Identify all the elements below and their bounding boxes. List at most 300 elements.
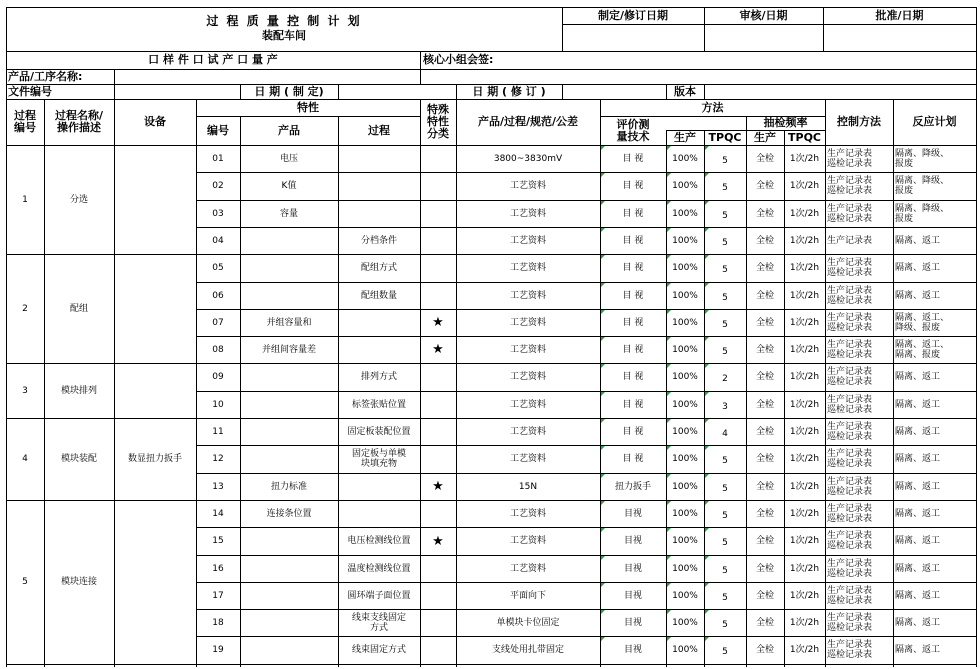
cell-indicator-icon bbox=[667, 610, 671, 614]
group-process-no: 3 bbox=[22, 385, 28, 396]
group-process-no: 4 bbox=[22, 454, 28, 464]
col-method: 方法 bbox=[701, 100, 724, 114]
row-num: 15 bbox=[212, 536, 224, 546]
grid-line bbox=[114, 69, 115, 85]
cell-indicator-icon bbox=[667, 310, 671, 314]
row-eval: 目 视 bbox=[622, 290, 644, 301]
version-label: 版本 bbox=[674, 85, 696, 98]
row-reaction: 隔离、返工 bbox=[895, 399, 941, 410]
row-reaction: 隔离、返工 bbox=[895, 290, 941, 301]
row-special-mark bbox=[420, 391, 456, 418]
row-prod: 100% bbox=[672, 481, 698, 492]
cell-indicator-icon bbox=[601, 419, 605, 423]
row-spec: 平面向下 bbox=[509, 590, 546, 601]
cell-indicator-icon bbox=[705, 556, 709, 560]
row-eval: 目 视 bbox=[622, 317, 644, 328]
row-tpqc: 5 bbox=[722, 510, 728, 521]
row-prod: 100% bbox=[672, 235, 698, 246]
row-sample-tpqc: 1次/2h bbox=[789, 372, 820, 382]
cell-indicator-icon bbox=[601, 528, 605, 532]
row-spec: 单模块卡位固定 bbox=[496, 617, 560, 628]
cell-indicator-icon bbox=[705, 528, 709, 532]
group-process-name: 模块装配 bbox=[60, 454, 97, 464]
row-prod: 100% bbox=[672, 372, 698, 382]
row-tpqc: 5 bbox=[722, 319, 728, 330]
approve-date-label: 批准/日期 bbox=[875, 9, 924, 22]
grid-line bbox=[420, 51, 421, 85]
row-num: 10 bbox=[212, 399, 224, 410]
row-eval: 扭力扳手 bbox=[614, 481, 651, 492]
cell-indicator-icon bbox=[705, 146, 709, 150]
row-num: 04 bbox=[212, 235, 224, 246]
cell-indicator-icon bbox=[705, 501, 709, 505]
row-spec: 工艺资料 bbox=[509, 399, 546, 410]
row-spec: 工艺资料 bbox=[509, 508, 546, 519]
row-sample-prod: 全检 bbox=[755, 590, 774, 601]
row-control: 生产记录表 巡检记录表 bbox=[827, 203, 873, 224]
row-process bbox=[338, 336, 420, 363]
row-eval: 目 视 bbox=[622, 426, 644, 437]
row-spec: 15N bbox=[518, 481, 538, 492]
row-reaction: 隔离、返工 bbox=[895, 536, 941, 546]
cell-indicator-icon bbox=[705, 446, 709, 450]
row-spec: 工艺资料 bbox=[509, 563, 546, 574]
row-sample-tpqc: 1次/2h bbox=[789, 563, 820, 574]
row-product: 扭力标准 bbox=[270, 481, 307, 492]
row-process: 固定板装配位置 bbox=[347, 426, 411, 437]
row-spec: 工艺资料 bbox=[509, 181, 546, 191]
cell-indicator-icon bbox=[601, 255, 605, 259]
group-process-no: 1 bbox=[22, 194, 28, 205]
cell-indicator-icon bbox=[601, 501, 605, 505]
row-spec: 工艺资料 bbox=[509, 263, 546, 273]
row-prod: 100% bbox=[672, 344, 698, 355]
cell-indicator-icon bbox=[705, 583, 709, 587]
row-special-mark bbox=[420, 254, 456, 282]
cell-indicator-icon bbox=[601, 364, 605, 368]
row-sample-prod: 全检 bbox=[755, 426, 774, 437]
cell-indicator-icon bbox=[667, 173, 671, 177]
row-control: 生产记录表 巡检记录表 bbox=[827, 585, 873, 606]
row-sample-tpqc: 1次/2h bbox=[789, 317, 820, 328]
cell-indicator-icon bbox=[667, 528, 671, 532]
row-eval: 目视 bbox=[623, 590, 642, 601]
row-sample-tpqc: 1次/2h bbox=[789, 426, 820, 437]
col-process-no: 过程 编号 bbox=[14, 109, 36, 134]
row-sample-tpqc: 1次/2h bbox=[789, 290, 820, 301]
row-reaction: 隔离、返工 bbox=[895, 263, 941, 273]
row-num: 19 bbox=[212, 645, 224, 655]
cell-indicator-icon bbox=[601, 173, 605, 177]
row-special-mark bbox=[420, 500, 456, 527]
row-special-mark bbox=[420, 418, 456, 445]
row-sample-prod: 全检 bbox=[755, 372, 774, 382]
row-process: 分档条件 bbox=[360, 235, 397, 246]
row-process bbox=[338, 145, 420, 172]
grid-line bbox=[6, 69, 977, 70]
row-prod: 100% bbox=[672, 454, 698, 464]
row-sample-prod: 全检 bbox=[755, 263, 774, 273]
col-product: 产品 bbox=[278, 123, 300, 137]
group-equipment bbox=[114, 254, 196, 363]
row-special-mark bbox=[420, 282, 456, 309]
row-process: 排列方式 bbox=[360, 372, 397, 382]
cell-indicator-icon bbox=[667, 474, 671, 478]
row-prod: 100% bbox=[672, 590, 698, 601]
row-reaction: 隔离、返工 bbox=[895, 508, 941, 519]
row-product: K值 bbox=[281, 181, 297, 191]
row-product: 连接条位置 bbox=[266, 508, 312, 519]
plan-title: 过 程 质 量 控 制 计 划 bbox=[206, 14, 362, 28]
cell-indicator-icon bbox=[601, 610, 605, 614]
row-process: 标签张贴位置 bbox=[351, 399, 406, 410]
row-sample-tpqc: 1次/2h bbox=[789, 399, 820, 410]
row-eval: 目 视 bbox=[622, 181, 644, 191]
row-spec: 工艺资料 bbox=[509, 426, 546, 437]
row-eval: 目 视 bbox=[622, 454, 644, 464]
grid-line bbox=[114, 84, 115, 100]
row-eval: 目 视 bbox=[622, 235, 644, 246]
group-process-no: 2 bbox=[22, 303, 28, 314]
row-prod: 100% bbox=[672, 263, 698, 273]
date-set-label: 日 期 ( 制 定) bbox=[254, 85, 324, 98]
cell-indicator-icon bbox=[601, 146, 605, 150]
row-control: 生产记录表 巡检记录表 bbox=[827, 258, 873, 278]
row-control: 生产记录表 巡检记录表 bbox=[827, 312, 873, 333]
row-sample-tpqc: 1次/2h bbox=[789, 235, 820, 246]
cell-indicator-icon bbox=[667, 446, 671, 450]
grid-line bbox=[976, 145, 977, 667]
row-control: 生产记录表 巡检记录表 bbox=[827, 394, 873, 415]
row-sample-prod: 全检 bbox=[755, 563, 774, 574]
row-special-mark bbox=[420, 200, 456, 227]
row-tpqc: 5 bbox=[722, 592, 728, 603]
row-prod: 100% bbox=[672, 208, 698, 219]
row-num: 17 bbox=[212, 590, 224, 601]
cell-indicator-icon bbox=[705, 392, 709, 396]
cell-indicator-icon bbox=[601, 228, 605, 232]
row-num: 07 bbox=[212, 317, 224, 328]
row-product bbox=[240, 582, 338, 609]
row-control: 生产记录表 bbox=[827, 235, 873, 246]
row-sample-prod: 全检 bbox=[755, 290, 774, 301]
row-special-mark bbox=[420, 363, 456, 391]
row-spec: 工艺资料 bbox=[509, 208, 546, 219]
col-num: 编号 bbox=[207, 123, 229, 137]
row-sample-prod: 全检 bbox=[755, 617, 774, 628]
cell-indicator-icon bbox=[601, 637, 605, 641]
cell-indicator-icon bbox=[705, 173, 709, 177]
row-num: 06 bbox=[212, 290, 224, 301]
row-tpqc: 5 bbox=[722, 183, 728, 193]
row-tpqc: 5 bbox=[722, 346, 728, 357]
grid-line bbox=[6, 664, 977, 665]
group-equipment: 数显扭力扳手 bbox=[127, 454, 182, 464]
row-process: 配组数量 bbox=[360, 290, 397, 301]
row-reaction: 隔离、降级、 报废 bbox=[895, 176, 950, 196]
row-control: 生产记录表 巡检记录表 bbox=[827, 531, 873, 551]
row-control: 生产记录表 巡检记录表 bbox=[827, 640, 873, 660]
date-revise-label: 日 期 ( 修 订 ) bbox=[472, 85, 546, 98]
row-sample-tpqc: 1次/2h bbox=[789, 645, 820, 655]
row-process bbox=[338, 172, 420, 200]
cell-indicator-icon bbox=[601, 201, 605, 205]
col-sampling: 抽检频率 bbox=[763, 116, 808, 129]
row-prod: 100% bbox=[672, 563, 698, 574]
cell-indicator-icon bbox=[667, 201, 671, 205]
col-tpqc: TPQC bbox=[708, 130, 742, 144]
row-control: 生产记录表 巡检记录表 bbox=[827, 285, 873, 306]
row-prod: 100% bbox=[672, 181, 698, 191]
row-special-mark bbox=[420, 636, 456, 664]
row-control: 生产记录表 巡检记录表 bbox=[827, 503, 873, 524]
row-special-mark bbox=[420, 445, 456, 473]
grid-line bbox=[338, 84, 339, 100]
cell-indicator-icon bbox=[705, 474, 709, 478]
date-made-label: 制定/修订日期 bbox=[597, 9, 669, 22]
cell-indicator-icon bbox=[705, 419, 709, 423]
row-product bbox=[240, 282, 338, 309]
row-prod: 100% bbox=[672, 536, 698, 546]
row-sample-tpqc: 1次/2h bbox=[789, 617, 820, 628]
row-tpqc: 5 bbox=[722, 237, 728, 248]
row-special-mark: ★ bbox=[432, 315, 444, 330]
row-spec: 工艺资料 bbox=[509, 454, 546, 464]
row-sample-tpqc: 1次/2h bbox=[789, 208, 820, 219]
row-sample-prod: 全检 bbox=[755, 645, 774, 655]
row-sample-prod: 全检 bbox=[755, 317, 774, 328]
row-process: 配组方式 bbox=[360, 263, 397, 273]
grid-line bbox=[6, 7, 977, 8]
group-process-name: 配组 bbox=[69, 303, 88, 314]
row-control: 生产记录表 巡检记录表 bbox=[827, 339, 873, 360]
cell-indicator-icon bbox=[601, 392, 605, 396]
row-eval: 目视 bbox=[623, 536, 642, 546]
row-sample-tpqc: 1次/2h bbox=[789, 263, 820, 273]
row-reaction: 隔离、返工 bbox=[895, 481, 941, 492]
row-sample-prod: 全检 bbox=[755, 536, 774, 546]
row-reaction: 隔离、降级、 报废 bbox=[895, 203, 950, 224]
row-num: 01 bbox=[212, 153, 224, 164]
row-sample-prod: 全检 bbox=[755, 208, 774, 219]
row-product bbox=[240, 391, 338, 418]
row-num: 05 bbox=[212, 263, 224, 273]
row-product: 并组间容量差 bbox=[261, 344, 316, 355]
grid-line bbox=[562, 84, 563, 100]
row-sample-tpqc: 1次/2h bbox=[789, 181, 820, 191]
row-tpqc: 5 bbox=[722, 210, 728, 221]
row-control: 生产记录表 巡检记录表 bbox=[827, 148, 873, 169]
cell-indicator-icon bbox=[601, 583, 605, 587]
row-tpqc: 5 bbox=[722, 155, 728, 166]
row-prod: 100% bbox=[672, 153, 698, 164]
row-eval: 目视 bbox=[623, 563, 642, 574]
row-num: 16 bbox=[212, 563, 224, 574]
row-reaction: 隔离、返工 bbox=[895, 617, 941, 628]
row-special-mark bbox=[420, 609, 456, 636]
col-production-2: 生产 bbox=[754, 130, 776, 144]
cell-indicator-icon bbox=[705, 637, 709, 641]
row-control: 生产记录表 巡检记录表 bbox=[827, 449, 873, 469]
row-process bbox=[338, 200, 420, 227]
workshop-subtitle: 装配车间 bbox=[262, 29, 306, 42]
cell-indicator-icon bbox=[667, 283, 671, 287]
row-reaction: 隔离、返工 bbox=[895, 372, 941, 382]
row-reaction: 隔离、返工 bbox=[895, 645, 941, 655]
row-tpqc: 5 bbox=[722, 292, 728, 303]
row-sample-prod: 全检 bbox=[755, 508, 774, 519]
row-num: 11 bbox=[212, 426, 224, 437]
row-spec: 工艺资料 bbox=[509, 372, 546, 382]
row-eval: 目 视 bbox=[622, 372, 644, 382]
row-tpqc: 4 bbox=[722, 428, 728, 439]
cell-indicator-icon bbox=[601, 474, 605, 478]
col-special: 特殊 特性 分类 bbox=[427, 103, 449, 140]
review-date-label: 审核/日期 bbox=[739, 9, 788, 22]
row-sample-tpqc: 1次/2h bbox=[789, 508, 820, 519]
row-product bbox=[240, 418, 338, 445]
col-reaction: 反应计划 bbox=[912, 115, 957, 128]
row-process: 圆环端子面位置 bbox=[347, 590, 411, 601]
row-prod: 100% bbox=[672, 508, 698, 519]
row-process: 线束支线固定 方式 bbox=[351, 612, 406, 633]
group-process-name: 模块连接 bbox=[60, 577, 97, 587]
row-num: 03 bbox=[212, 208, 224, 219]
cell-indicator-icon bbox=[667, 501, 671, 505]
cell-indicator-icon bbox=[601, 446, 605, 450]
row-special-mark: ★ bbox=[432, 342, 444, 357]
core-team-label: 核心小组会签: bbox=[423, 53, 494, 66]
grid-line bbox=[825, 145, 826, 667]
cell-indicator-icon bbox=[705, 364, 709, 368]
row-tpqc: 5 bbox=[722, 456, 728, 466]
row-reaction: 隔离、返工 bbox=[895, 235, 941, 246]
row-sample-prod: 全检 bbox=[755, 153, 774, 164]
row-eval: 目 视 bbox=[622, 153, 644, 164]
row-sample-prod: 全检 bbox=[755, 235, 774, 246]
row-spec: 工艺资料 bbox=[509, 317, 546, 328]
row-product bbox=[240, 227, 338, 254]
row-special-mark: ★ bbox=[432, 533, 444, 549]
row-tpqc: 5 bbox=[722, 265, 728, 275]
row-special-mark bbox=[420, 172, 456, 200]
row-num: 18 bbox=[212, 617, 224, 628]
row-sample-prod: 全检 bbox=[755, 481, 774, 492]
cell-indicator-icon bbox=[667, 583, 671, 587]
row-process: 线束固定方式 bbox=[351, 645, 406, 655]
grid-line bbox=[704, 84, 705, 100]
row-reaction: 隔离、返工 bbox=[895, 590, 941, 601]
row-product bbox=[240, 636, 338, 664]
col-tpqc-2: TPQC bbox=[788, 130, 821, 144]
row-sample-tpqc: 1次/2h bbox=[789, 344, 820, 355]
row-eval: 目 视 bbox=[622, 263, 644, 273]
row-eval: 目视 bbox=[623, 508, 642, 519]
group-equipment bbox=[114, 145, 196, 254]
row-tpqc: 5 bbox=[722, 565, 728, 576]
row-tpqc: 2 bbox=[722, 374, 728, 384]
row-eval: 目 视 bbox=[622, 344, 644, 355]
stage-options: 口 样 件 口 试 产 口 量 产 bbox=[148, 53, 278, 66]
cell-indicator-icon bbox=[667, 392, 671, 396]
row-process: 电压检测线位置 bbox=[347, 536, 411, 546]
row-process bbox=[338, 309, 420, 336]
row-reaction: 隔离、返工 bbox=[895, 454, 941, 464]
row-num: 09 bbox=[212, 372, 224, 382]
row-sample-tpqc: 1次/2h bbox=[789, 153, 820, 164]
row-product bbox=[240, 555, 338, 582]
row-reaction: 隔离、返工、 降级、报废 bbox=[895, 312, 950, 333]
row-prod: 100% bbox=[672, 426, 698, 437]
product-process-label: 产品/工序名称: bbox=[8, 70, 83, 83]
row-prod: 100% bbox=[672, 617, 698, 628]
grid-line bbox=[893, 145, 894, 667]
row-eval: 目视 bbox=[623, 617, 642, 628]
row-process bbox=[338, 500, 420, 527]
row-tpqc: 5 bbox=[722, 619, 728, 630]
row-eval: 目 视 bbox=[622, 399, 644, 410]
row-reaction: 隔离、返工、 隔离、报废 bbox=[895, 339, 950, 360]
row-reaction: 隔离、返工 bbox=[895, 563, 941, 574]
group-equipment bbox=[114, 500, 196, 664]
cell-indicator-icon bbox=[667, 146, 671, 150]
row-spec: 工艺资料 bbox=[509, 290, 546, 301]
row-num: 13 bbox=[212, 481, 224, 492]
row-sample-prod: 全检 bbox=[755, 181, 774, 191]
row-reaction: 隔离、降级、 报废 bbox=[895, 148, 950, 169]
row-tpqc: 5 bbox=[722, 647, 728, 657]
row-spec: 3800~3830mV bbox=[493, 153, 563, 164]
col-spec: 产品/过程/规范/公差 bbox=[477, 115, 579, 128]
row-control: 生产记录表 巡检记录表 bbox=[827, 476, 873, 497]
row-prod: 100% bbox=[672, 317, 698, 328]
cell-indicator-icon bbox=[667, 637, 671, 641]
cell-indicator-icon bbox=[705, 310, 709, 314]
cell-indicator-icon bbox=[705, 337, 709, 341]
cell-indicator-icon bbox=[705, 610, 709, 614]
row-control: 生产记录表 巡检记录表 bbox=[827, 367, 873, 387]
row-product bbox=[240, 254, 338, 282]
row-process: 固定板与单模 块填充物 bbox=[351, 449, 406, 469]
cell-indicator-icon bbox=[705, 255, 709, 259]
row-tpqc: 5 bbox=[722, 538, 728, 548]
row-control: 生产记录表 巡检记录表 bbox=[827, 176, 873, 196]
row-sample-tpqc: 1次/2h bbox=[789, 454, 820, 464]
cell-indicator-icon bbox=[601, 310, 605, 314]
row-spec: 支线处用扎带固定 bbox=[491, 645, 564, 655]
row-sample-tpqc: 1次/2h bbox=[789, 590, 820, 601]
row-product: 电压 bbox=[279, 153, 298, 164]
row-special-mark bbox=[420, 582, 456, 609]
cell-indicator-icon bbox=[667, 228, 671, 232]
col-characteristics: 特性 bbox=[297, 100, 319, 114]
cell-indicator-icon bbox=[667, 556, 671, 560]
row-sample-tpqc: 1次/2h bbox=[789, 536, 820, 546]
row-num: 12 bbox=[212, 454, 224, 464]
col-control: 控制方法 bbox=[837, 115, 881, 128]
row-process bbox=[338, 473, 420, 500]
row-prod: 100% bbox=[672, 645, 698, 655]
row-sample-prod: 全检 bbox=[755, 454, 774, 464]
cell-indicator-icon bbox=[601, 556, 605, 560]
group-equipment bbox=[114, 363, 196, 418]
file-no-label: 文件编号 bbox=[8, 85, 52, 98]
row-control: 生产记录表 巡检记录表 bbox=[827, 421, 873, 442]
row-spec: 工艺资料 bbox=[509, 344, 546, 355]
cell-indicator-icon bbox=[667, 255, 671, 259]
row-spec: 工艺资料 bbox=[509, 536, 546, 546]
row-control: 生产记录表 巡检记录表 bbox=[827, 558, 873, 579]
